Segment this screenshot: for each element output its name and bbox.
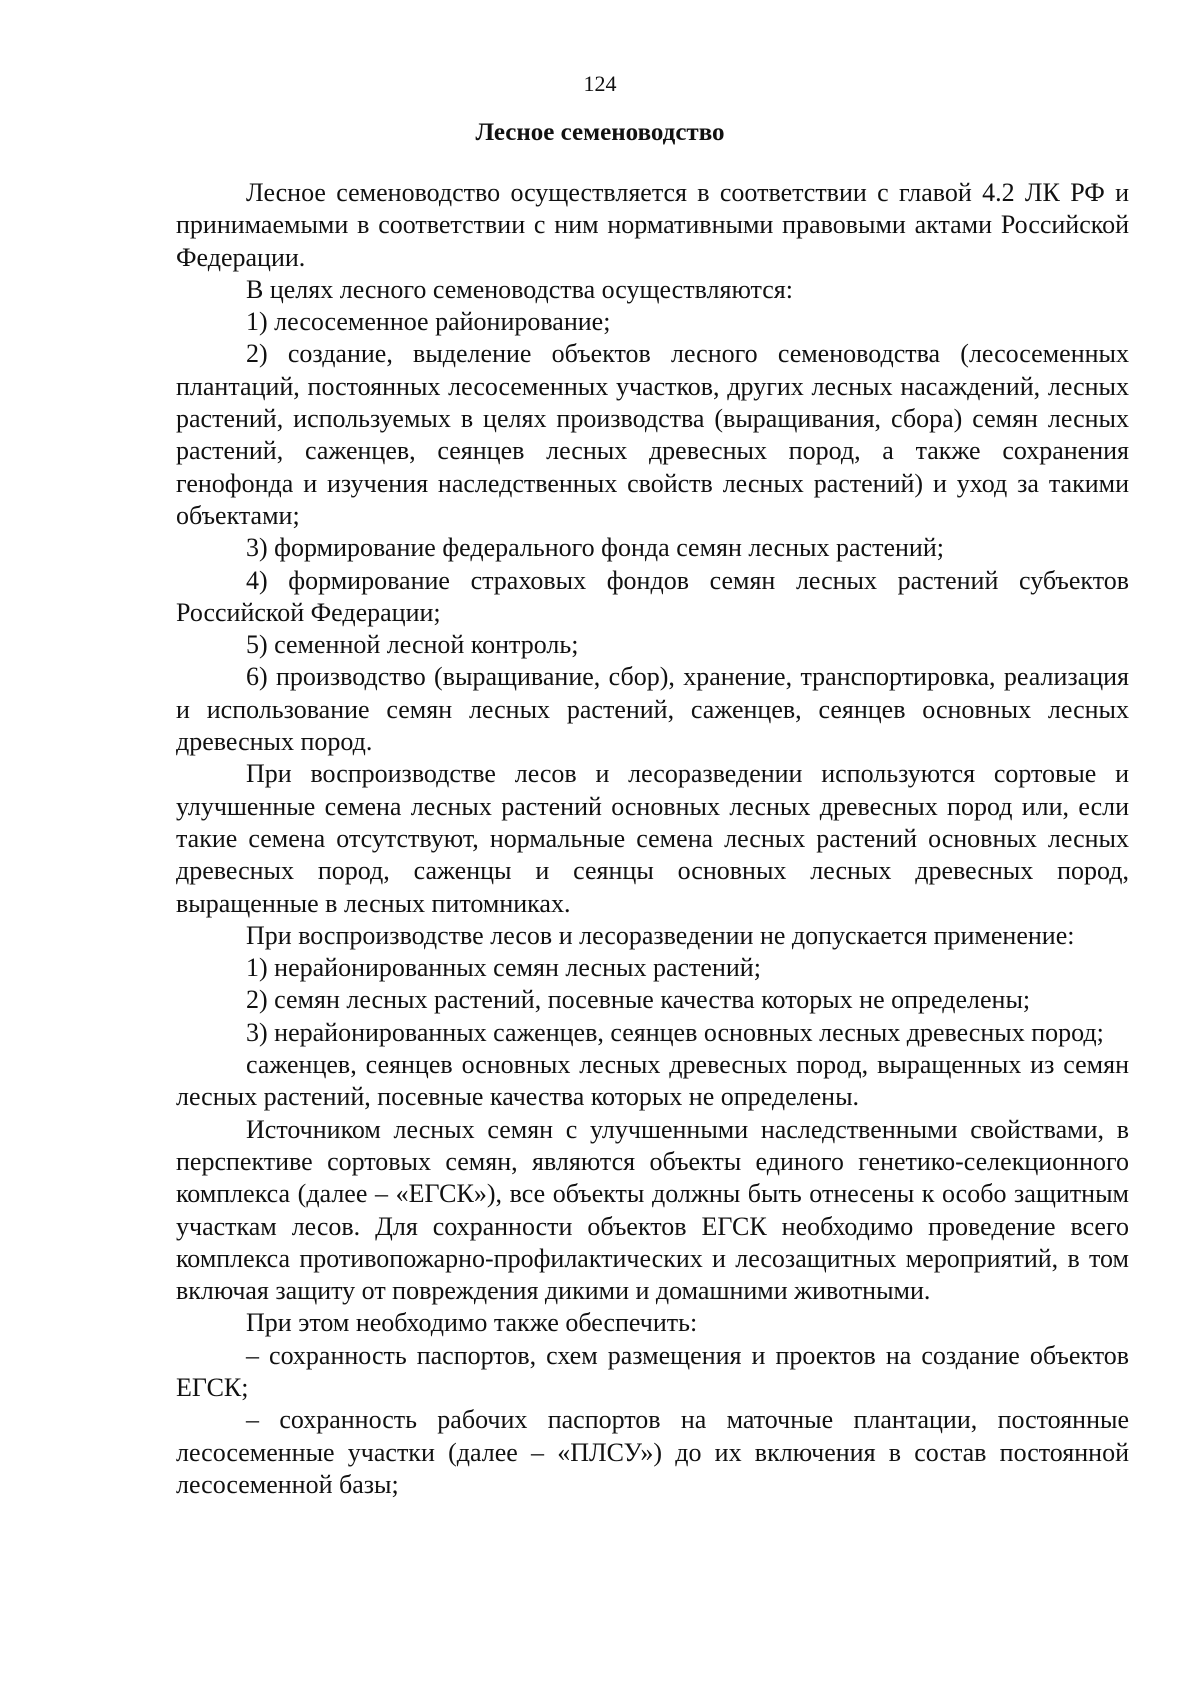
list-item: 1) нерайонированных семян лесных растений; (246, 953, 761, 983)
paragraph: При воспроизводстве лесов и лесоразведении используются сортовые и улучшенные семена лесных растений основных лесных древесных пород или, если такие семена отсутствуют, нормальные семена лесных растений основных лесных древесных пород, саженцы и сеянцы основных лесных древесных пород, выращенные в лесных питомниках. (176, 759, 1129, 918)
paragraph: При воспроизводстве лесов и лесоразведении не допускается применение: (246, 920, 1075, 950)
page-title: Лесное семеноводство (475, 119, 725, 146)
list-item: 2) создание, выделение объектов лесного семеноводства (лесосеменных плантаций, постоянных лесосеменных участков, других лесных насаждений, лесных растений, используемых в целях производства (выращивания, сбора) семян лесных растений, саженцев, сеянцев лесных древесных пород, а также сохранения генофонда и изучения наследственных свойств лесных растений) и уход за такими объектами; (176, 339, 1129, 530)
list-item: 1) лесосеменное районирование; (246, 307, 611, 337)
list-item: – сохранность паспортов, схем размещения и проектов на создание объектов ЕГСК; (176, 1340, 1129, 1402)
list-item: 4) формирование страховых фондов семян лесных растений субъектов Российской Федерации; (176, 565, 1129, 627)
list-item: 3) нерайонированных саженцев, сеянцев основных лесных древесных пород; (246, 1017, 1104, 1047)
paragraph: В целях лесного семеноводства осуществляются: (246, 274, 793, 304)
document-body (176, 177, 1129, 1501)
page-number: 124 (583, 71, 617, 96)
list-item: – сохранность рабочих паспортов на маточные плантации, постоянные лесосеменные участки (далее – «ПЛСУ») до их включения в состав постоянной лесосеменной базы; (176, 1405, 1129, 1499)
paragraph: При этом необходимо также обеспечить: (246, 1308, 698, 1338)
list-item: 6) производство (выращивание, сбор), хранение, транспортировка, реализация и использование семян лесных растений, саженцев, сеянцев основных лесных древесных пород. (176, 662, 1129, 757)
list-item: 2) семян лесных растений, посевные качества которых не определены; (246, 985, 1031, 1015)
list-item: 5) семенной лесной контроль; (246, 630, 579, 660)
paragraph: Источником лесных семян с улучшенными наследственными свойствами, в перспективе сортовых семян, являются объекты единого генетико-селекционного комплекса (далее – «ЕГСК»), все объекты должны быть отнесены к особо защитным участкам лесов. Для сохранности объектов ЕГСК необходимо проведение всего комплекса противопожарно-профилактических и лесозащитных мероприятий, в том включая защиту от повреждения дикими и домашними животными. (176, 1114, 1129, 1306)
list-item: саженцев, сеянцев основных лесных древесных пород, выращенных из семян лесных растений, посевные качества которых не определены. (176, 1050, 1129, 1112)
paragraph: Лесное семеноводство осуществляется в соответствии с главой 4.2 ЛК РФ и принимаемыми в соответствии с ним нормативными правовыми актами Российской Федерации. (176, 178, 1129, 272)
list-item: 3) формирование федерального фонда семян лесных растений; (246, 533, 944, 563)
